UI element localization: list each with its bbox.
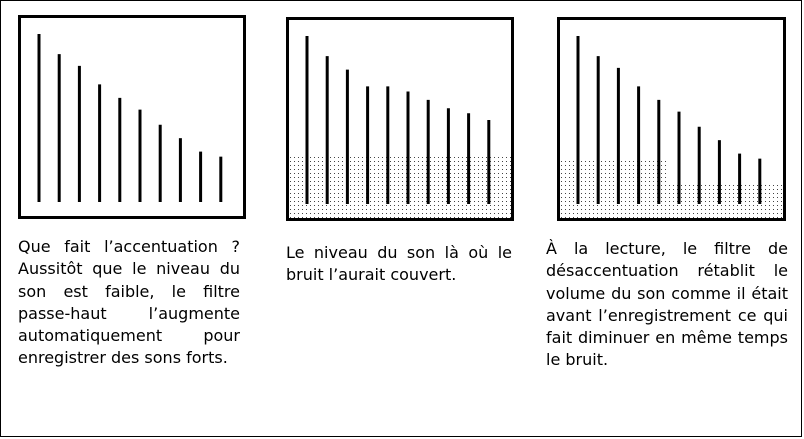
bars-plot	[560, 20, 783, 218]
caption-deemphasis: À la lecture, le filtre de désaccentuation rétablit le volume du son comme il était avant l’enregistrement ce qui fait diminuer en même temps le bruit.	[546, 239, 788, 370]
bars-plot	[21, 18, 243, 216]
bars-plot	[289, 20, 511, 218]
panel-deemphasis	[557, 17, 786, 221]
panel-emphasis	[18, 15, 246, 219]
noise-region	[289, 156, 511, 218]
caption-emphasis: Que fait l’accentuation ? Aussitôt que le niveau du son est faible, le filtre passe-haut l’augmente automatiquement pour enregistrer des sons forts.	[18, 237, 240, 368]
panel-noise-covered	[286, 17, 514, 221]
noise-region	[560, 159, 783, 218]
caption-noise-covered: Le niveau du son là où le bruit l’aurait couvert.	[286, 243, 512, 285]
